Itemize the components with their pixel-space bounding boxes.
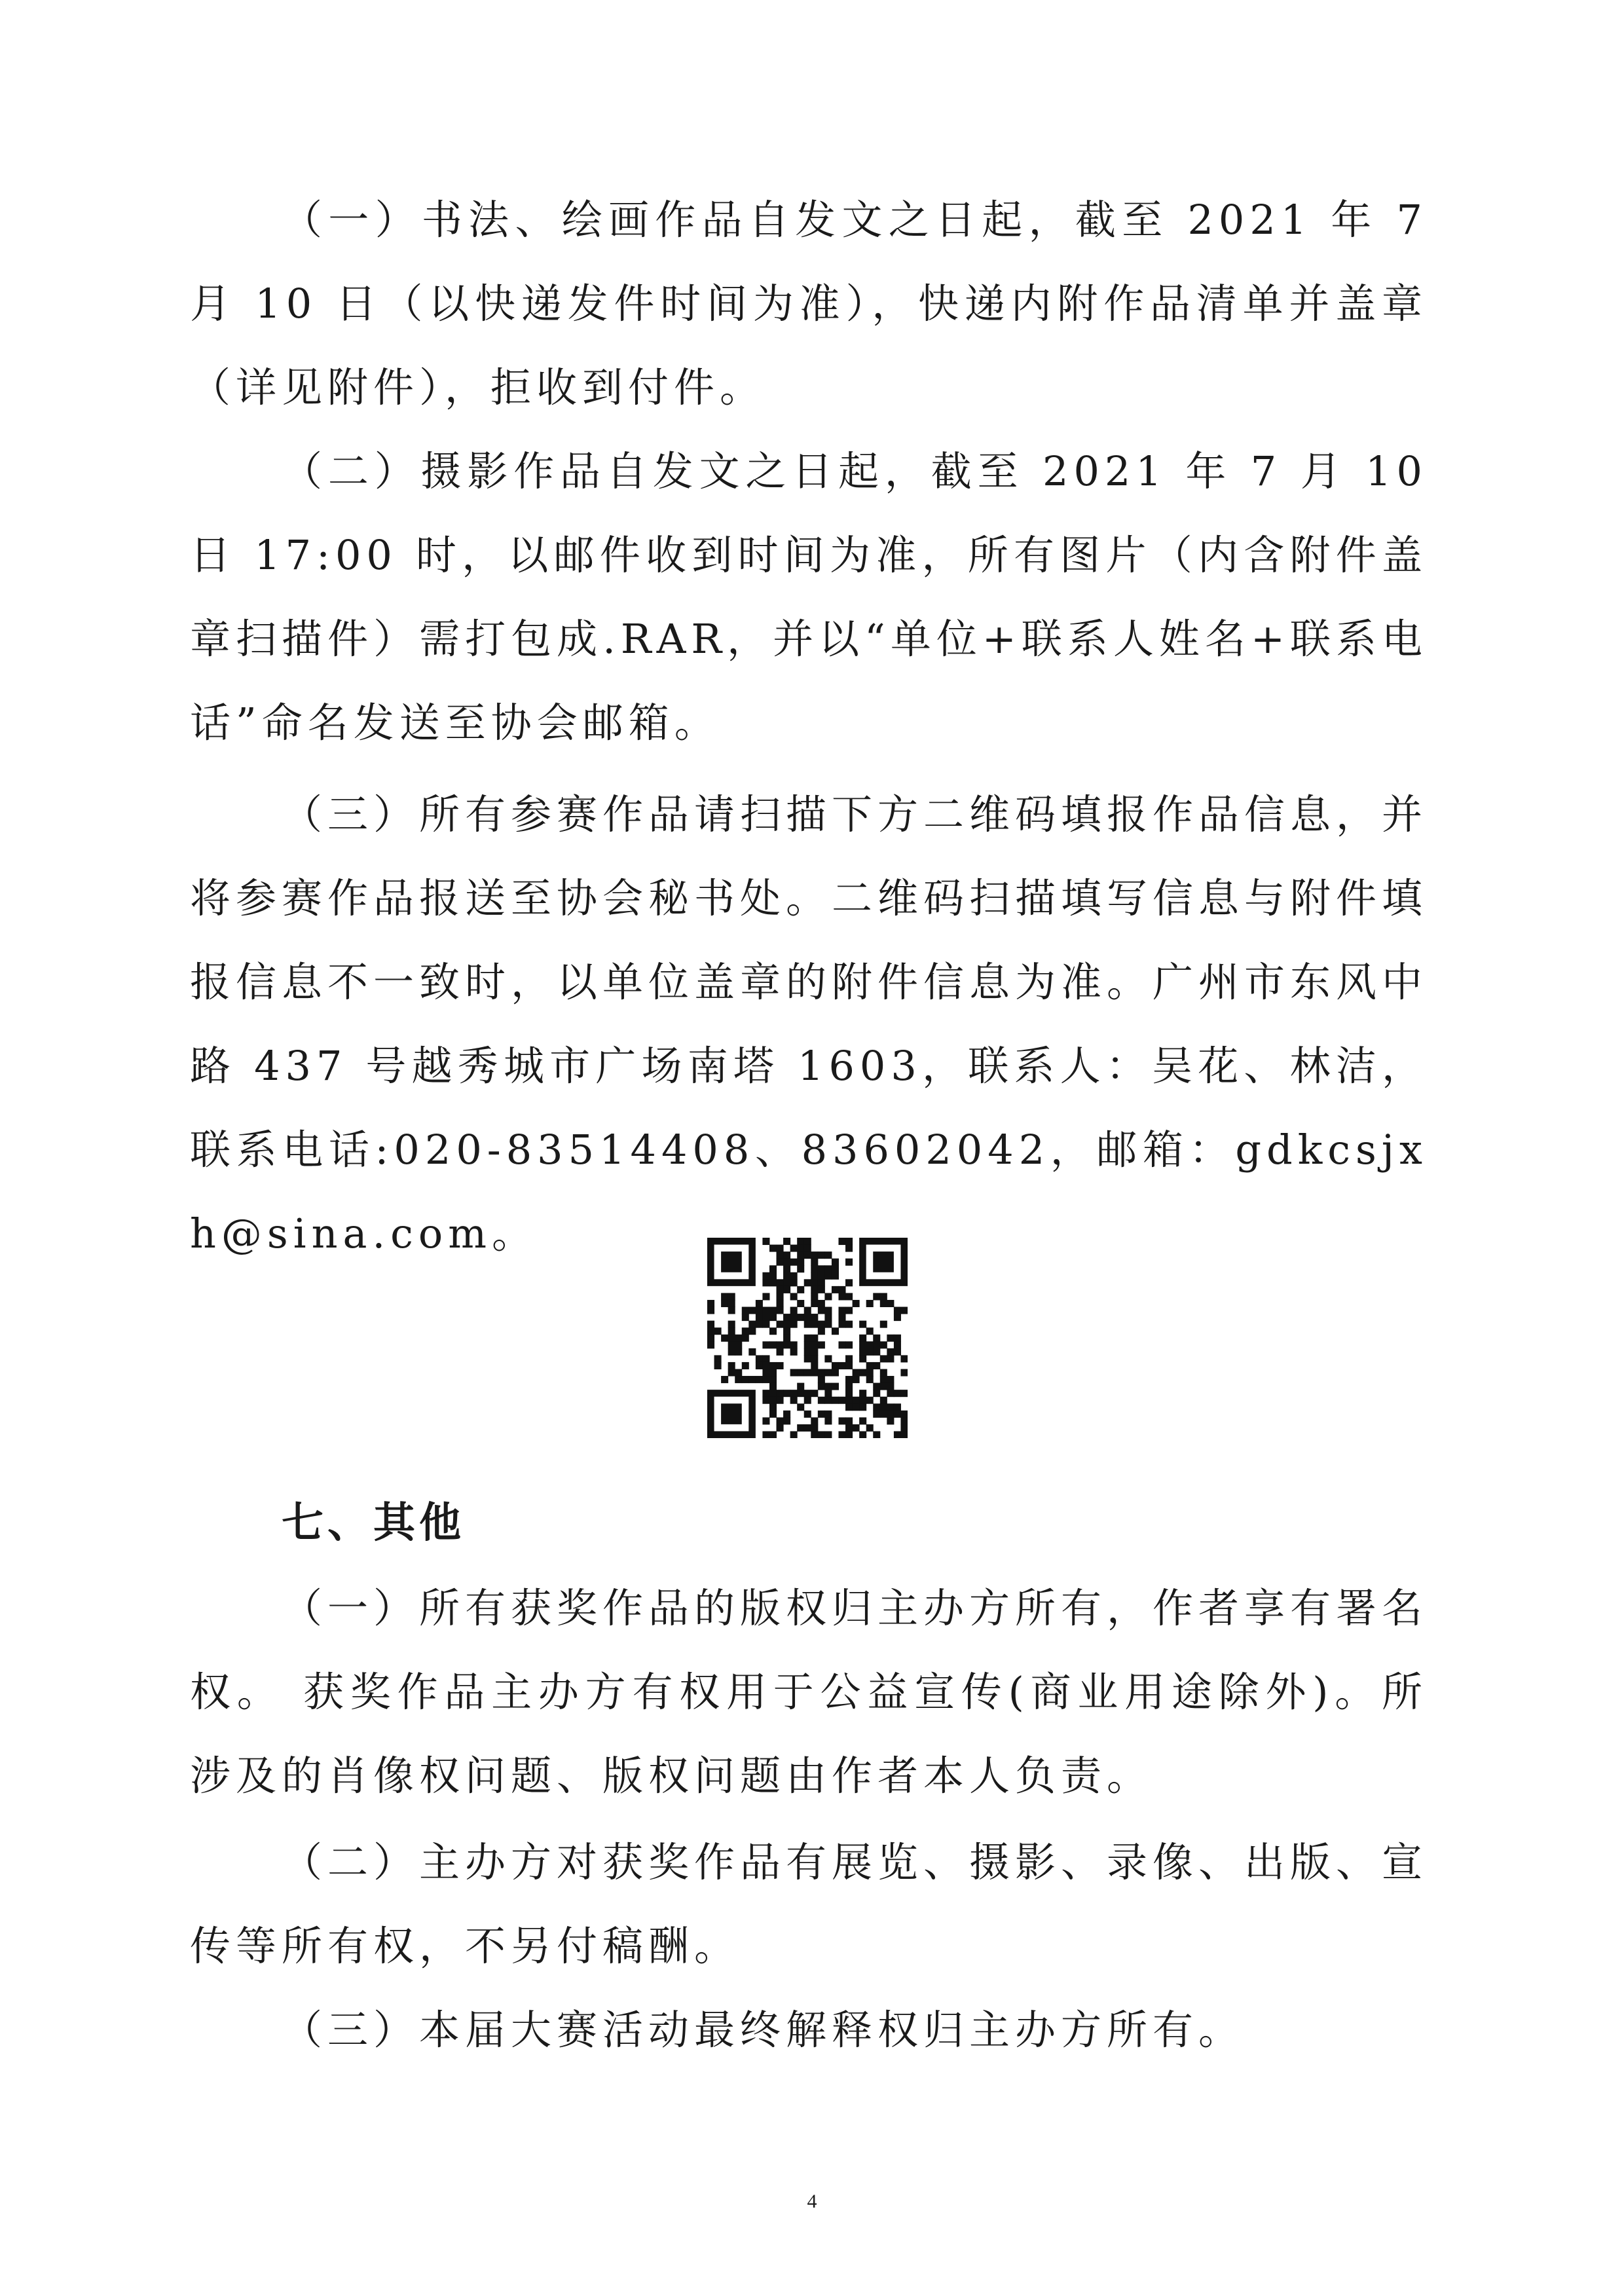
paragraph-usage-rights: [190, 1821, 1428, 1988]
paragraph-text: （三）所有参赛作品请扫描下方二维码填报作品信息，并将参赛作品报送至协会秘书处。二维码扫描填写信息与附件填报信息不一致时，以单位盖章的附件信息为准。广州市东风中路 437 号越秀城市广场南塔 1603，联系人：吴花、林洁，联系电话:020-83514408、83602042，邮箱：gdkcsjxh@sina.com。: [190, 790, 1428, 1257]
paragraph-submission-calligraphy: [190, 178, 1428, 430]
paragraph-text: （二）摄影作品自发文之日起，截至 2021 年 7 月 10 日 17:00 时，以邮件收到时间为准，所有图片（内含附件盖章扫描件）需打包成.RAR，并以“单位+联系人姓名+联系电话”命名发送至协会邮箱。: [190, 447, 1428, 747]
section-heading-other: 七、其他: [282, 1499, 465, 1547]
paragraph-text: （三）本届大赛活动最终解释权归主办方所有。: [282, 2006, 1245, 2054]
page-number: 4: [807, 2191, 817, 2212]
paragraph-text: （二）主办方对获奖作品有展览、摄影、录像、出版、宣传等所有权，不另付稿酬。: [190, 1838, 1428, 1970]
qr-code-image: [707, 1238, 908, 1438]
paragraph-text: （一）所有获奖作品的版权归主办方所有，作者享有署名权。 获奖作品主办方有权用于公益宣传(商业用途除外)。所涉及的肖像权问题、版权问题由作者本人负责。: [190, 1584, 1428, 1800]
paragraph-submission-qr-info: [190, 773, 1428, 1276]
paragraph-copyright: [190, 1566, 1428, 1818]
qr-code-icon: [707, 1238, 908, 1438]
paragraph-submission-photography: [190, 430, 1428, 765]
paragraph-text: （一）书法、绘画作品自发文之日起，截至 2021 年 7 月 10 日（以快递发件时间为准），快递内附作品清单并盖章（详见附件），拒收到付件。: [190, 196, 1428, 411]
paragraph-interpretation: [190, 1988, 1428, 2072]
